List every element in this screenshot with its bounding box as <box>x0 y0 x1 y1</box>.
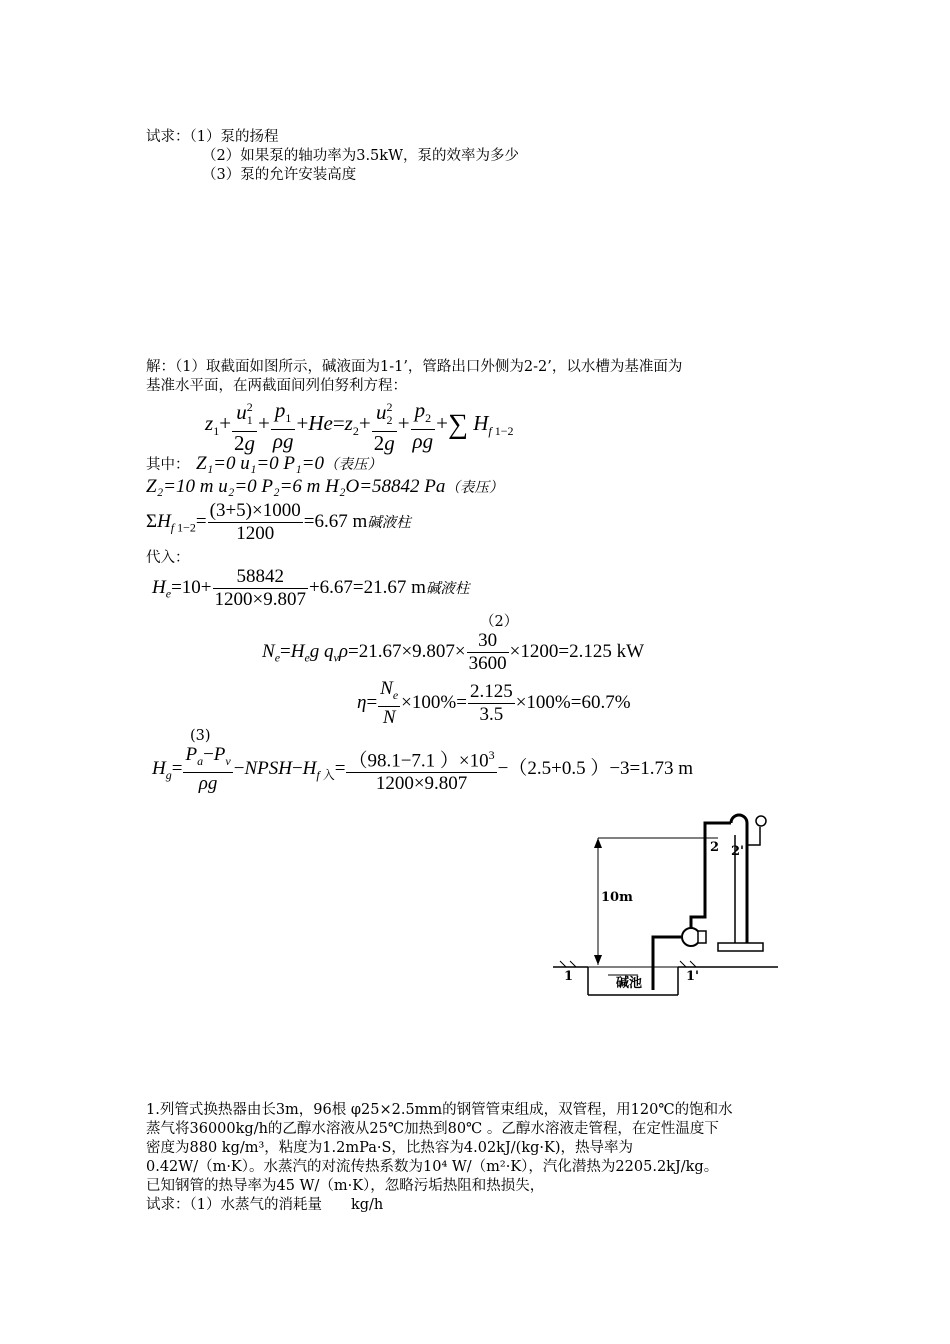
label-1: 1 <box>564 969 574 984</box>
problem2-line-5: 已知钢管的热导率为45 W/（m·K），忽略污垢热阻和热损失， <box>146 1178 545 1194</box>
problem2-line-4: 0.42W/（m·K）。水蒸汽的对流传热系数为10⁴ W/（m²·K），汽化潜热为2205.2kJ/kg。 <box>146 1159 719 1175</box>
condition-1: Z₁=0 u₁=0 P₁=0（表压） <box>196 453 382 474</box>
problem2-line-6: 试求：（1）水蒸气的消耗量 kg/h <box>146 1197 384 1213</box>
part-3-label: (3) <box>190 728 211 744</box>
label-2prime: 2' <box>731 844 745 859</box>
questions-prefix: 试求：（1）泵的扬程 <box>146 129 279 145</box>
question-3: （3）泵的允许安装高度 <box>202 167 357 183</box>
hg-equation: $H_g=$ $\frac{P_a-P_v}{\rho g}$ $-NPSH-H_{f 入}=$ $\frac{(98.1-7.1 )\times 10^3}{1200\times 9.807}$ −（2.5+0.5 ）−3=1.73 m <box>152 744 694 795</box>
eta-equation: η= $\frac{N_e}{N}$ ×100%= $\frac{2.125}{3.5}$ ×100%=60.7% <box>357 678 631 728</box>
label-1prime: 1' <box>686 969 700 984</box>
hf-equation: $\Sigma H_{f 1-2}=$ $\frac{(3+5)\times 1000}{1200}$ =6.67 m碱液柱 <box>146 500 411 544</box>
problem2-line-1: 1.列管式换热器由长3m，96根 φ25×2.5mm的钢管管束组成，双管程，用120℃的饱和水 <box>146 1102 733 1118</box>
label-10m: 10m <box>601 890 633 905</box>
arrow-down-icon <box>594 955 602 965</box>
problem2-line-2: 蒸气将36000kg/h的乙醇水溶液从25℃加热到80℃ 。乙醇水溶液走管程，在定性温度下 <box>146 1121 719 1137</box>
label-2: 2 <box>710 840 720 855</box>
where-label: 其中： <box>146 457 190 473</box>
condition-2: Z₂=10 m u₂=0 P₂=6 m H₂O=58842 Pa（表压） <box>146 476 504 497</box>
part-2-label: （2） <box>480 614 519 630</box>
bernoulli-equation: $z_1+$ $\frac{u_1^2}{2g}$ + $\frac{p_1}{\rho g}$ $+He=z_2+$ $\frac{u_2^2}{2g}$ + $\frac{p_2}{\rho g}$ +∑ $H_{f 1-2}$ <box>205 397 514 456</box>
solution-line-2: 基准水平面，在两截面间列伯努利方程： <box>146 378 407 394</box>
problem2-line-3: 密度为880 kg/m³，粘度为1.2mPa·S，比热容为4.02kJ/(kg·K)，热导率为 <box>146 1140 633 1156</box>
question-2: （2）如果泵的轴功率为3.5kW，泵的效率为多少 <box>202 148 519 164</box>
ne-equation: $N_e=H_eg$ $q_v\rho=21.67\times 9.807\times$ $\frac{30}{3600}$ ×1200=2.125 kW <box>262 630 645 674</box>
substitute-label: 代入： <box>146 550 190 566</box>
label-pool: 碱池 <box>616 976 643 991</box>
pump-system-diagram <box>548 805 788 1005</box>
arrow-up-icon <box>594 838 602 848</box>
he-equation: $H_e=10+$ $\frac{58842}{1200\times 9.807}$ +6.67=21.67 m碱液柱 <box>152 566 470 610</box>
pressure-gauge-icon <box>756 816 766 826</box>
question-1: （1）泵的扬程 <box>189 129 279 145</box>
solution-line-1: 解：（1）取截面如图所示，碱液面为1-1’，管路出口外侧为2-2’，以水槽为基准面为 <box>146 359 683 375</box>
